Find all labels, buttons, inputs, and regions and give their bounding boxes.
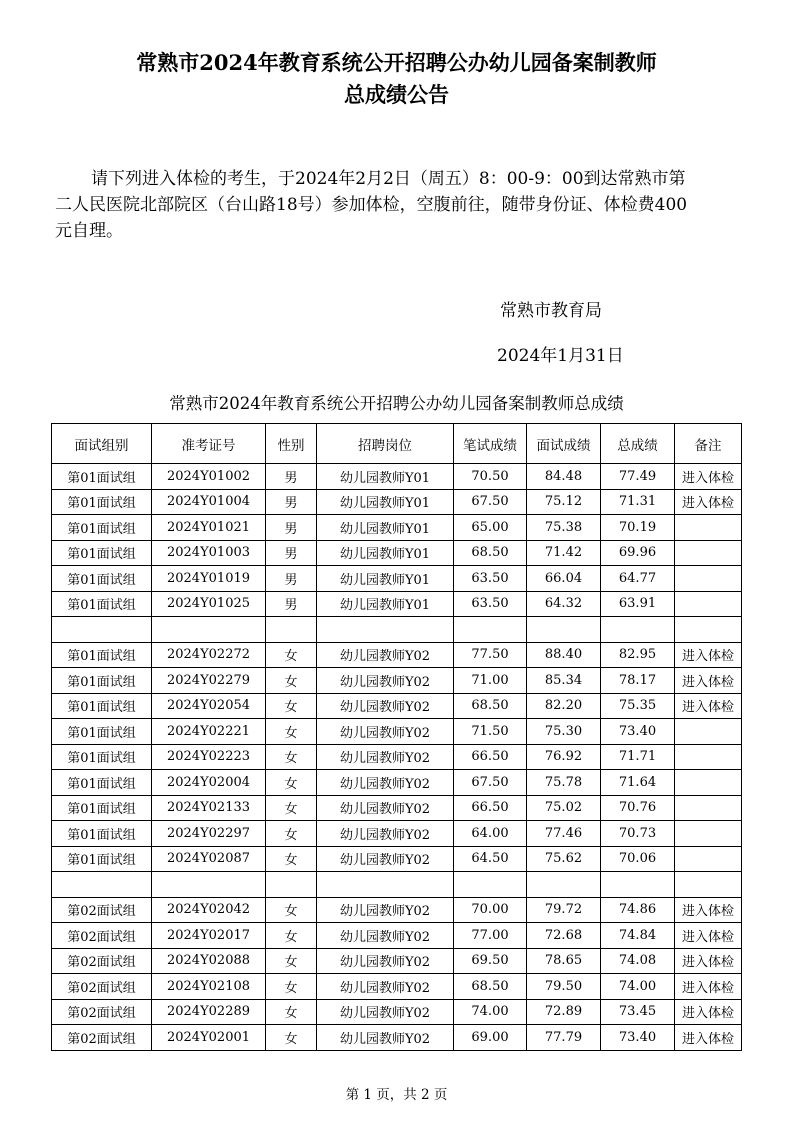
total-score-cell: 74.08 — [601, 948, 675, 974]
exam-id-cell: 2024Y01019 — [152, 566, 266, 592]
position-cell: 幼儿园教师Y02 — [317, 1025, 454, 1051]
notice-paragraph-line1: 请下列进入体检的考生，于2024年2月2日（周五）8：00-9：00到达常熟市第 — [91, 169, 686, 189]
exam-id-cell: 2024Y02272 — [152, 642, 266, 668]
gender-cell: 男 — [266, 566, 317, 592]
total-score-cell: 74.86 — [601, 897, 675, 923]
remarks-cell: 进入体检 — [675, 1025, 742, 1051]
page-number: 第 1 页，共 2 页 — [345, 1087, 448, 1103]
group-cell: 第01面试组 — [52, 591, 152, 617]
position-cell: 幼儿园教师Y01 — [317, 540, 454, 566]
remarks-cell: 进入体检 — [675, 489, 742, 515]
exam-id-cell — [152, 617, 266, 643]
group-cell: 第01面试组 — [52, 642, 152, 668]
exam-id-cell: 2024Y01002 — [152, 464, 266, 490]
gender-cell: 女 — [266, 897, 317, 923]
issue-date: 2024年1月31日 — [497, 346, 624, 366]
written-score-cell: 63.50 — [454, 566, 527, 592]
exam-id-cell: 2024Y02004 — [152, 770, 266, 796]
interview-score-cell: 75.78 — [527, 770, 601, 796]
total-score-cell — [601, 617, 675, 643]
column-header-written-score: 笔试成绩 — [454, 424, 527, 464]
written-score-cell — [454, 872, 527, 898]
gender-cell: 男 — [266, 489, 317, 515]
total-score-cell: 64.77 — [601, 566, 675, 592]
remarks-cell — [675, 540, 742, 566]
column-header-position: 招聘岗位 — [317, 424, 454, 464]
exam-id-cell: 2024Y02221 — [152, 719, 266, 745]
issuing-organization: 常熟市教育局 — [500, 301, 602, 321]
total-score-cell: 70.73 — [601, 821, 675, 847]
table-row — [52, 591, 742, 617]
table-row — [52, 744, 742, 770]
table-row — [52, 770, 742, 796]
total-score-cell: 71.31 — [601, 489, 675, 515]
written-score-cell: 68.50 — [454, 540, 527, 566]
interview-score-cell — [527, 872, 601, 898]
column-header-exam-id: 准考证号 — [152, 424, 266, 464]
interview-score-cell: 75.12 — [527, 489, 601, 515]
table-row — [52, 566, 742, 592]
exam-id-cell: 2024Y02289 — [152, 999, 266, 1025]
table-row — [52, 948, 742, 974]
total-score-cell: 70.76 — [601, 795, 675, 821]
total-score-cell: 70.06 — [601, 846, 675, 872]
exam-id-cell: 2024Y02054 — [152, 693, 266, 719]
gender-cell: 女 — [266, 744, 317, 770]
remarks-cell: 进入体检 — [675, 923, 742, 949]
table-caption: 常熟市2024年教育系统公开招聘公办幼儿园备案制教师总成绩 — [169, 394, 624, 413]
group-cell: 第02面试组 — [52, 974, 152, 1000]
written-score-cell: 70.50 — [454, 464, 527, 490]
written-score-cell: 70.00 — [454, 897, 527, 923]
table-row — [52, 693, 742, 719]
table-row — [52, 668, 742, 694]
group-cell: 第01面试组 — [52, 795, 152, 821]
remarks-cell: 进入体检 — [675, 948, 742, 974]
gender-cell: 女 — [266, 923, 317, 949]
position-cell: 幼儿园教师Y02 — [317, 923, 454, 949]
position-cell: 幼儿园教师Y02 — [317, 795, 454, 821]
column-header-gender: 性别 — [266, 424, 317, 464]
written-score-cell: 69.00 — [454, 1025, 527, 1051]
gender-cell: 女 — [266, 668, 317, 694]
table-row — [52, 821, 742, 847]
interview-score-cell: 78.65 — [527, 948, 601, 974]
table-row — [52, 617, 742, 643]
remarks-cell — [675, 821, 742, 847]
group-cell: 第01面试组 — [52, 566, 152, 592]
written-score-cell: 67.50 — [454, 770, 527, 796]
gender-cell: 女 — [266, 821, 317, 847]
position-cell — [317, 617, 454, 643]
written-score-cell: 66.50 — [454, 795, 527, 821]
exam-id-cell: 2024Y01004 — [152, 489, 266, 515]
table-body — [52, 464, 742, 1051]
table-row — [52, 489, 742, 515]
gender-cell: 女 — [266, 999, 317, 1025]
exam-id-cell: 2024Y02297 — [152, 821, 266, 847]
position-cell — [317, 872, 454, 898]
exam-id-cell: 2024Y02108 — [152, 974, 266, 1000]
remarks-cell: 进入体检 — [675, 974, 742, 1000]
exam-id-cell: 2024Y02017 — [152, 923, 266, 949]
exam-id-cell: 2024Y01003 — [152, 540, 266, 566]
total-score-cell: 71.71 — [601, 744, 675, 770]
table-row — [52, 1025, 742, 1051]
document-title-line2: 总成绩公告 — [344, 82, 449, 107]
interview-score-cell: 66.04 — [527, 566, 601, 592]
interview-score-cell: 88.40 — [527, 642, 601, 668]
interview-score-cell: 72.89 — [527, 999, 601, 1025]
gender-cell: 男 — [266, 464, 317, 490]
interview-score-cell: 79.72 — [527, 897, 601, 923]
group-cell: 第02面试组 — [52, 897, 152, 923]
remarks-cell — [675, 872, 742, 898]
group-cell: 第02面试组 — [52, 999, 152, 1025]
written-score-cell: 71.50 — [454, 719, 527, 745]
interview-score-cell: 64.32 — [527, 591, 601, 617]
position-cell: 幼儿园教师Y02 — [317, 897, 454, 923]
gender-cell: 女 — [266, 642, 317, 668]
group-cell — [52, 872, 152, 898]
remarks-cell — [675, 744, 742, 770]
group-cell: 第02面试组 — [52, 948, 152, 974]
interview-score-cell: 76.92 — [527, 744, 601, 770]
group-cell: 第01面试组 — [52, 464, 152, 490]
position-cell: 幼儿园教师Y02 — [317, 744, 454, 770]
group-cell: 第01面试组 — [52, 770, 152, 796]
remarks-cell — [675, 846, 742, 872]
notice-paragraph-line2: 二人民医院北部院区（台山路18号）参加体检，空腹前往，随带身份证、体检费400 — [55, 195, 688, 215]
table-row — [52, 540, 742, 566]
remarks-cell: 进入体检 — [675, 642, 742, 668]
written-score-cell: 68.50 — [454, 974, 527, 1000]
written-score-cell: 68.50 — [454, 693, 527, 719]
group-cell: 第02面试组 — [52, 923, 152, 949]
gender-cell: 女 — [266, 719, 317, 745]
interview-score-cell: 84.48 — [527, 464, 601, 490]
remarks-cell: 进入体检 — [675, 464, 742, 490]
remarks-cell: 进入体检 — [675, 693, 742, 719]
written-score-cell: 74.00 — [454, 999, 527, 1025]
remarks-cell: 进入体检 — [675, 668, 742, 694]
group-cell: 第02面试组 — [52, 1025, 152, 1051]
position-cell: 幼儿园教师Y02 — [317, 719, 454, 745]
total-score-cell: 73.45 — [601, 999, 675, 1025]
table-row — [52, 999, 742, 1025]
gender-cell — [266, 872, 317, 898]
table-row — [52, 897, 742, 923]
remarks-cell — [675, 795, 742, 821]
table-header-row — [52, 424, 742, 464]
interview-score-cell: 77.46 — [527, 821, 601, 847]
gender-cell: 男 — [266, 515, 317, 541]
group-cell: 第01面试组 — [52, 744, 152, 770]
written-score-cell: 65.00 — [454, 515, 527, 541]
written-score-cell: 77.00 — [454, 923, 527, 949]
total-score-cell: 71.64 — [601, 770, 675, 796]
exam-id-cell: 2024Y01021 — [152, 515, 266, 541]
remarks-cell — [675, 617, 742, 643]
table-row — [52, 464, 742, 490]
position-cell: 幼儿园教师Y02 — [317, 693, 454, 719]
position-cell: 幼儿园教师Y01 — [317, 489, 454, 515]
position-cell: 幼儿园教师Y01 — [317, 566, 454, 592]
written-score-cell — [454, 617, 527, 643]
total-score-cell: 70.19 — [601, 515, 675, 541]
exam-id-cell: 2024Y02223 — [152, 744, 266, 770]
exam-id-cell: 2024Y02042 — [152, 897, 266, 923]
written-score-cell: 67.50 — [454, 489, 527, 515]
table-row — [52, 642, 742, 668]
gender-cell: 女 — [266, 846, 317, 872]
column-header-interview-score: 面试成绩 — [527, 424, 601, 464]
gender-cell: 女 — [266, 1025, 317, 1051]
gender-cell: 女 — [266, 770, 317, 796]
exam-id-cell — [152, 872, 266, 898]
group-cell: 第01面试组 — [52, 540, 152, 566]
position-cell: 幼儿园教师Y02 — [317, 642, 454, 668]
written-score-cell: 63.50 — [454, 591, 527, 617]
position-cell: 幼儿园教师Y01 — [317, 464, 454, 490]
position-cell: 幼儿园教师Y02 — [317, 821, 454, 847]
column-header-remarks: 备注 — [675, 424, 742, 464]
gender-cell: 男 — [266, 591, 317, 617]
total-score-cell: 73.40 — [601, 719, 675, 745]
total-score-cell: 69.96 — [601, 540, 675, 566]
written-score-cell: 64.50 — [454, 846, 527, 872]
interview-score-cell: 72.68 — [527, 923, 601, 949]
total-score-cell: 74.00 — [601, 974, 675, 1000]
gender-cell — [266, 617, 317, 643]
gender-cell: 女 — [266, 795, 317, 821]
remarks-cell — [675, 591, 742, 617]
remarks-cell — [675, 719, 742, 745]
table-row — [52, 846, 742, 872]
interview-score-cell: 75.02 — [527, 795, 601, 821]
interview-score-cell: 79.50 — [527, 974, 601, 1000]
remarks-cell — [675, 566, 742, 592]
table-row — [52, 795, 742, 821]
group-cell: 第01面试组 — [52, 515, 152, 541]
total-score-cell: 63.91 — [601, 591, 675, 617]
position-cell: 幼儿园教师Y02 — [317, 668, 454, 694]
interview-score-cell: 75.62 — [527, 846, 601, 872]
interview-score-cell: 75.38 — [527, 515, 601, 541]
column-header-total-score: 总成绩 — [601, 424, 675, 464]
interview-score-cell: 85.34 — [527, 668, 601, 694]
exam-id-cell: 2024Y02088 — [152, 948, 266, 974]
interview-score-cell — [527, 617, 601, 643]
scores-table — [51, 423, 742, 1051]
position-cell: 幼儿园教师Y02 — [317, 999, 454, 1025]
notice-paragraph-line3: 元自理。 — [55, 221, 123, 241]
exam-id-cell: 2024Y02133 — [152, 795, 266, 821]
position-cell: 幼儿园教师Y02 — [317, 770, 454, 796]
total-score-cell: 82.95 — [601, 642, 675, 668]
table-row — [52, 515, 742, 541]
table-row — [52, 872, 742, 898]
gender-cell: 女 — [266, 948, 317, 974]
total-score-cell: 73.40 — [601, 1025, 675, 1051]
gender-cell: 女 — [266, 693, 317, 719]
exam-id-cell: 2024Y02279 — [152, 668, 266, 694]
written-score-cell: 69.50 — [454, 948, 527, 974]
group-cell: 第01面试组 — [52, 719, 152, 745]
column-header-group: 面试组别 — [52, 424, 152, 464]
position-cell: 幼儿园教师Y02 — [317, 974, 454, 1000]
group-cell: 第01面试组 — [52, 489, 152, 515]
position-cell: 幼儿园教师Y02 — [317, 846, 454, 872]
table-row — [52, 719, 742, 745]
written-score-cell: 77.50 — [454, 642, 527, 668]
table-row — [52, 923, 742, 949]
interview-score-cell: 75.30 — [527, 719, 601, 745]
group-cell — [52, 617, 152, 643]
remarks-cell: 进入体检 — [675, 897, 742, 923]
group-cell: 第01面试组 — [52, 668, 152, 694]
table-row — [52, 974, 742, 1000]
written-score-cell: 64.00 — [454, 821, 527, 847]
total-score-cell — [601, 872, 675, 898]
exam-id-cell: 2024Y02087 — [152, 846, 266, 872]
group-cell: 第01面试组 — [52, 821, 152, 847]
interview-score-cell: 77.79 — [527, 1025, 601, 1051]
interview-score-cell: 82.20 — [527, 693, 601, 719]
gender-cell: 女 — [266, 974, 317, 1000]
interview-score-cell: 71.42 — [527, 540, 601, 566]
gender-cell: 男 — [266, 540, 317, 566]
written-score-cell: 66.50 — [454, 744, 527, 770]
total-score-cell: 78.17 — [601, 668, 675, 694]
position-cell: 幼儿园教师Y01 — [317, 591, 454, 617]
total-score-cell: 75.35 — [601, 693, 675, 719]
exam-id-cell: 2024Y01025 — [152, 591, 266, 617]
remarks-cell — [675, 515, 742, 541]
written-score-cell: 71.00 — [454, 668, 527, 694]
document-title-line1: 常熟市2024年教育系统公开招聘公办幼儿园备案制教师 — [136, 50, 657, 75]
position-cell: 幼儿园教师Y01 — [317, 515, 454, 541]
group-cell: 第01面试组 — [52, 693, 152, 719]
total-score-cell: 77.49 — [601, 464, 675, 490]
position-cell: 幼儿园教师Y02 — [317, 948, 454, 974]
group-cell: 第01面试组 — [52, 846, 152, 872]
remarks-cell — [675, 770, 742, 796]
remarks-cell: 进入体检 — [675, 999, 742, 1025]
total-score-cell: 74.84 — [601, 923, 675, 949]
exam-id-cell: 2024Y02001 — [152, 1025, 266, 1051]
